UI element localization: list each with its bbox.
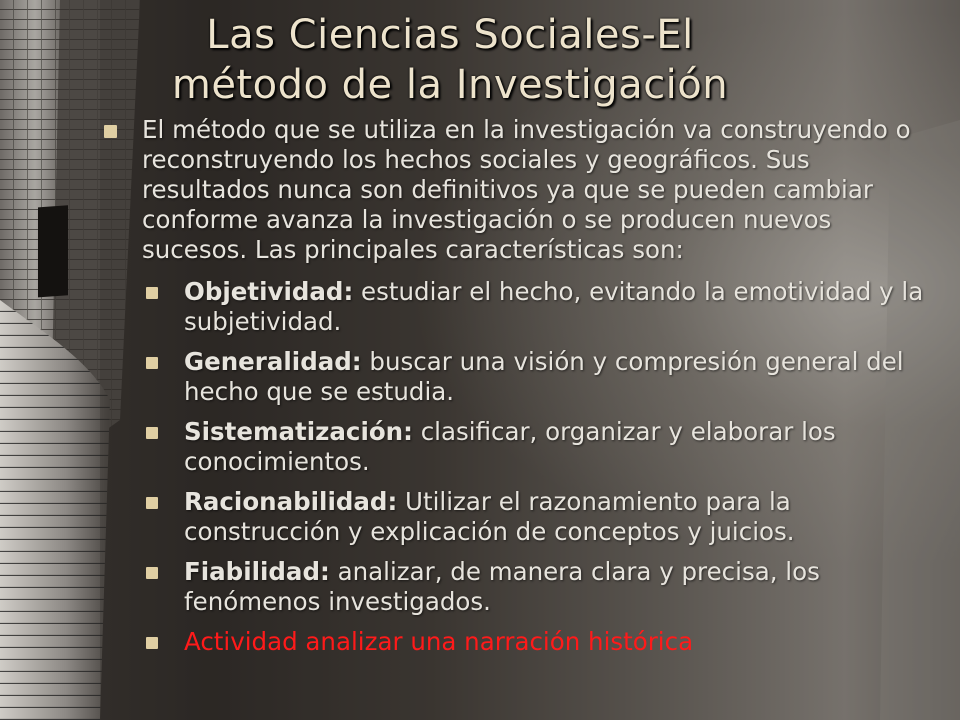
- square-bullet-icon: [146, 357, 158, 369]
- item-text: estudiar el hecho, evitando la emotividad y la subjetividad.: [184, 277, 924, 336]
- item-text: clasificar, organizar y elaborar los conocimientos.: [184, 417, 836, 476]
- square-bullet-icon: [146, 287, 158, 299]
- item-text: analizar, de manera clara y precisa, los fenómenos investigados.: [184, 557, 820, 616]
- list-item: [146, 347, 944, 407]
- item-term: Generalidad:: [184, 347, 362, 376]
- square-bullet-icon: [104, 125, 117, 138]
- item-text: Utilizar el razonamiento para la construcción y explicación de conceptos y juicios.: [184, 487, 795, 546]
- characteristics-list: [104, 277, 944, 657]
- item-term: Racionabilidad:: [184, 487, 398, 516]
- item-term: Objetividad:: [184, 277, 354, 306]
- list-item: [146, 557, 944, 617]
- square-bullet-icon: [146, 497, 158, 509]
- square-bullet-icon: [146, 567, 158, 579]
- slide-title: [0, 10, 900, 110]
- title-line-2: método de la Investigación: [171, 62, 729, 108]
- slide-body: [104, 115, 944, 667]
- square-bullet-icon: [146, 427, 158, 439]
- intro-paragraph: [104, 115, 944, 265]
- item-term: Sistematización:: [184, 417, 413, 446]
- item-term: Fiabilidad:: [184, 557, 330, 586]
- title-line-1: Las Ciencias Sociales-El: [206, 12, 694, 58]
- list-item: [146, 487, 944, 547]
- item-text: buscar una visión y compresión general del hecho que se estudia.: [184, 347, 904, 406]
- activity-text: Actividad analizar una narración histórica: [184, 627, 694, 656]
- intro-text: El método que se utiliza en la investigación va construyendo o reconstruyendo los hechos sociales y geográficos. Sus resultados nunca son definitivos ya que se pueden cambiar conforme avanza la investigación o se producen nuevos sucesos. Las principales características son:: [142, 115, 911, 264]
- square-bullet-icon: [146, 637, 158, 649]
- activity-item: [146, 627, 944, 657]
- list-item: [146, 417, 944, 477]
- list-item: [146, 277, 944, 337]
